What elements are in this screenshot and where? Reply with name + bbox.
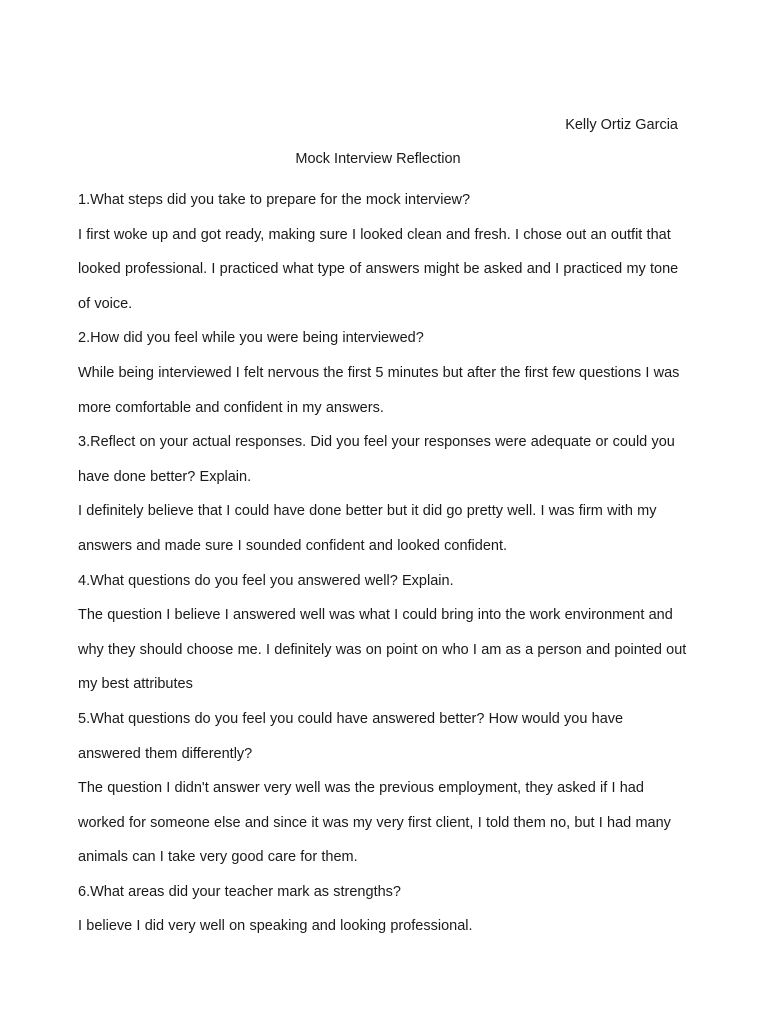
document-body (78, 183, 688, 944)
question-6: 6.What areas did your teacher mark as strengths? (78, 883, 401, 900)
document-title: Mock Interview Reflection (295, 151, 461, 167)
answer-1: I first woke up and got ready, making sure I looked clean and fresh. I chose out an outfit that looked professional. I practiced what type of answers might be asked and I practiced my tone of voice. (78, 226, 679, 312)
answer-2: While being interviewed I felt nervous the first 5 minutes but after the first few questions I was more comfortable and confident in my answers. (78, 364, 680, 416)
answer-4: The question I believe I answered well was what I could bring into the work environment and why they should choose me. I definitely was on point on who I am as a person and pointed out my best attributes (78, 607, 687, 693)
question-3: 3.Reflect on your actual responses. Did you feel your responses were adequate or could you have done better? Explain. (78, 434, 675, 485)
question-4: 4.What questions do you feel you answered well? Explain. (78, 572, 454, 589)
author-name: Kelly Ortiz Garcia (565, 117, 678, 133)
question-2: 2.How did you feel while you were being interviewed? (78, 330, 424, 347)
answer-6: I believe I did very well on speaking and looking professional. (78, 918, 473, 935)
answer-5: The question I didn't answer very well was the previous employment, they asked if I had worked for someone else and since it was my very first client, I told them no, but I had many animals can I take very good care for them. (78, 780, 671, 866)
question-5: 5.What questions do you feel you could have answered better? How would you have answered them differently? (78, 710, 624, 762)
question-1: 1.What steps did you take to prepare for the mock interview? (78, 192, 471, 208)
answer-3: I definitely believe that I could have done better but it did go pretty well. I was firm with my answers and made sure I sounded confident and looked confident. (78, 503, 657, 554)
